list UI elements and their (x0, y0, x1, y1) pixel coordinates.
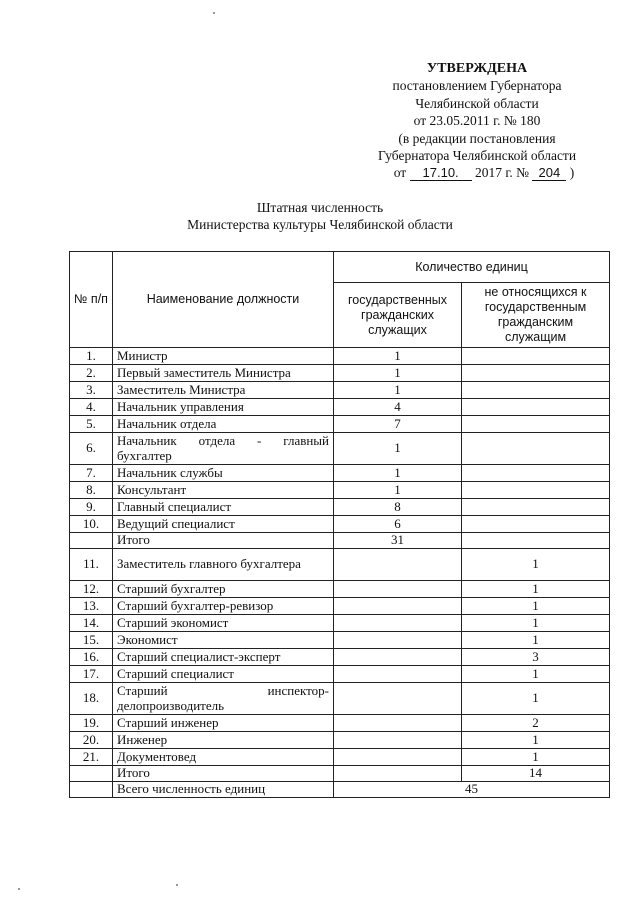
civil-count-empty (334, 649, 462, 666)
position-name: Старший специалист-эксперт (113, 649, 334, 666)
noncivil-count-empty (462, 482, 610, 499)
noncivil-count-empty (462, 516, 610, 533)
row-number: 8. (70, 482, 113, 499)
approval-line-5: Губернатора Челябинской области (377, 148, 577, 164)
subtotal-noncivil-row (70, 766, 610, 782)
noncivil-count: 1 (462, 666, 610, 683)
row-number: 20. (70, 732, 113, 749)
noncivil-count: 1 (462, 683, 610, 715)
heading-line-2: Министерства культуры Челябинской области (187, 216, 453, 232)
position-name: Ведущий специалист (113, 516, 334, 533)
approval-title: УТВЕРЖДЕНА (426, 61, 528, 76)
row-number: 2. (70, 365, 113, 382)
amendment-number-field: 204 (532, 166, 566, 181)
row-number: 19. (70, 715, 113, 732)
civil-count-empty (334, 549, 462, 581)
subtotal-civil-value: 31 (334, 533, 462, 549)
table-row (70, 632, 610, 649)
row-number: 3. (70, 382, 113, 399)
noncivil-count: 1 (462, 549, 610, 581)
civil-count: 6 (334, 516, 462, 533)
row-number: 11. (70, 549, 113, 581)
document-heading (0, 200, 640, 233)
noncivil-count-empty (462, 365, 610, 382)
civil-count-empty (334, 683, 462, 715)
table-row (70, 499, 610, 516)
row-number: 15. (70, 632, 113, 649)
staffing-table (69, 251, 610, 798)
position-name: Начальник управления (113, 399, 334, 416)
approval-line-2: Челябинской области (415, 95, 539, 111)
table-row (70, 749, 610, 766)
civil-count: 1 (334, 482, 462, 499)
row-number: 4. (70, 399, 113, 416)
noncivil-count: 1 (462, 581, 610, 598)
table-row (70, 683, 610, 715)
grand-total-label: Всего численность единиц (113, 782, 334, 798)
position-name: Министр (113, 348, 334, 365)
position-name: Начальник службы (113, 465, 334, 482)
row-number: 6. (70, 433, 113, 465)
subtotal-noncivil-value: 14 (462, 766, 610, 782)
table-row (70, 382, 610, 399)
noncivil-count-empty (462, 465, 610, 482)
noncivil-count: 1 (462, 732, 610, 749)
position-name: Старший инспектор-делопроизводитель (113, 683, 334, 715)
row-number: 1. (70, 348, 113, 365)
civil-count-empty (334, 715, 462, 732)
position-name: Экономист (113, 632, 334, 649)
position-name: Заместитель главного бухгалтера (113, 549, 334, 581)
approval-line-1: постановлением Губернатора (392, 78, 562, 94)
table-row (70, 348, 610, 365)
position-name: Старший инженер (113, 715, 334, 732)
position-name: Старший специалист (113, 666, 334, 683)
approval-block (356, 60, 598, 182)
row-number: 10. (70, 516, 113, 533)
table-row (70, 615, 610, 632)
row-number: 12. (70, 581, 113, 598)
grand-total-value: 45 (334, 782, 610, 798)
civil-count-empty (334, 598, 462, 615)
noncivil-count: 1 (462, 598, 610, 615)
position-name: Старший бухгалтер-ревизор (113, 598, 334, 615)
civil-count-empty (334, 632, 462, 649)
table-row (70, 715, 610, 732)
table-row (70, 666, 610, 683)
subtotal-noncivil-label: Итого (113, 766, 334, 782)
position-name: Первый заместитель Министра (113, 365, 334, 382)
noncivil-count-empty (462, 433, 610, 465)
noncivil-count: 2 (462, 715, 610, 732)
table-row (70, 516, 610, 533)
table-row (70, 433, 610, 465)
row-number: 21. (70, 749, 113, 766)
civil-count-empty (334, 732, 462, 749)
civil-count: 1 (334, 382, 462, 399)
scan-speck (213, 12, 215, 14)
amendment-year: 2017 г. № (474, 165, 529, 181)
civil-count-empty (334, 666, 462, 683)
subtotal-civil-row (70, 533, 610, 549)
table-row (70, 581, 610, 598)
col-header-position: Наименование должности (113, 252, 334, 348)
position-name: Инженер (113, 732, 334, 749)
row-number: 5. (70, 416, 113, 433)
scan-speck (176, 884, 178, 886)
table-row (70, 416, 610, 433)
table-row (70, 365, 610, 382)
table-row (70, 465, 610, 482)
position-name: Начальник отдела (113, 416, 334, 433)
civil-count-empty (334, 615, 462, 632)
col-header-num: № п/п (70, 252, 113, 348)
position-name: Старший бухгалтер (113, 581, 334, 598)
position-name: Главный специалист (113, 499, 334, 516)
noncivil-count: 1 (462, 632, 610, 649)
civil-count: 1 (334, 348, 462, 365)
close-paren: ) (569, 165, 575, 181)
approval-line-3: от 23.05.2011 г. № 180 (413, 113, 541, 129)
noncivil-count-empty (462, 399, 610, 416)
position-name: Документовед (113, 749, 334, 766)
table-row (70, 549, 610, 581)
civil-count-empty (334, 749, 462, 766)
noncivil-count: 1 (462, 749, 610, 766)
heading-line-1: Штатная численность (256, 200, 384, 215)
row-number: 7. (70, 465, 113, 482)
row-number: 13. (70, 598, 113, 615)
subtotal-civil-label: Итого (113, 533, 334, 549)
noncivil-count-empty (462, 416, 610, 433)
col-header-noncivil: не относящихся к государственным гражданским служащим (462, 283, 610, 348)
from-prefix: от (393, 165, 407, 181)
grand-total-row (70, 782, 610, 798)
civil-count: 7 (334, 416, 462, 433)
position-name: Заместитель Министра (113, 382, 334, 399)
approval-amendment-line (370, 164, 598, 181)
civil-count: 8 (334, 499, 462, 516)
table-row (70, 399, 610, 416)
civil-count: 1 (334, 365, 462, 382)
amendment-date-field: 17.10. (410, 166, 472, 181)
position-name: Начальник отдела - главный бухгалтер (113, 433, 334, 465)
noncivil-count: 1 (462, 615, 610, 632)
civil-count: 4 (334, 399, 462, 416)
col-header-quantity: Количество единиц (334, 252, 610, 283)
table-row (70, 732, 610, 749)
position-name: Старший экономист (113, 615, 334, 632)
row-number: 17. (70, 666, 113, 683)
position-name: Консультант (113, 482, 334, 499)
row-number: 14. (70, 615, 113, 632)
table-row (70, 482, 610, 499)
noncivil-count-empty (462, 499, 610, 516)
row-number: 18. (70, 683, 113, 715)
approval-line-4: (в редакции постановления (398, 130, 556, 146)
civil-count-empty (334, 581, 462, 598)
civil-count: 1 (334, 465, 462, 482)
row-number: 16. (70, 649, 113, 666)
table-row (70, 598, 610, 615)
col-header-civil: государственных гражданских служащих (334, 283, 462, 348)
noncivil-count-empty (462, 382, 610, 399)
noncivil-count: 3 (462, 649, 610, 666)
row-number: 9. (70, 499, 113, 516)
civil-count: 1 (334, 433, 462, 465)
table-row (70, 649, 610, 666)
noncivil-count-empty (462, 348, 610, 365)
scan-speck (18, 888, 20, 890)
